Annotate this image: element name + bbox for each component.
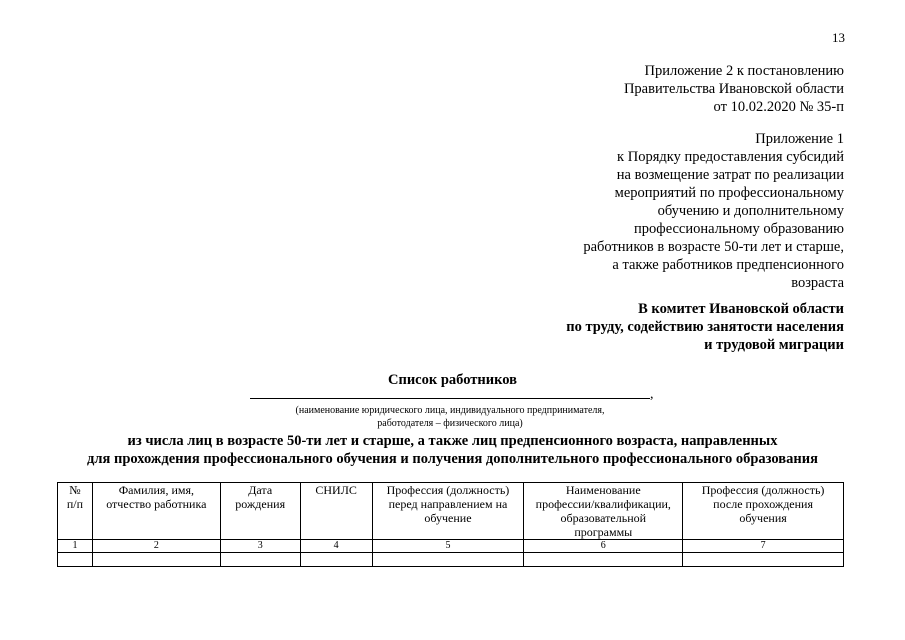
column-number-cell: 7 — [683, 540, 844, 553]
empty-cell — [372, 553, 524, 567]
column-number-cell: 4 — [300, 540, 372, 553]
column-number-cell: 2 — [92, 540, 220, 553]
annex-1-line: мероприятий по профессиональному — [614, 185, 844, 201]
annex-1-line: работников в возрасте 50-ти лет и старше, — [583, 239, 844, 255]
annex-2-line: Правительства Ивановской области — [623, 81, 844, 97]
empty-cell — [524, 553, 683, 567]
annex-2-reference — [624, 62, 844, 116]
header-cell-full-name: Фамилия, имя, отчество работника — [92, 483, 220, 540]
employer-name-caption — [250, 404, 650, 430]
addressee-line: В комитет Ивановской области — [638, 301, 844, 317]
annex-1-line: профессиональному образованию — [634, 221, 844, 237]
empty-cell — [220, 553, 300, 567]
column-number-row — [58, 540, 844, 553]
employee-list-table — [57, 482, 844, 567]
annex-1-reference — [583, 130, 844, 292]
annex-2-line: от 10.02.2020 № 35-п — [713, 99, 844, 115]
caption-line: работодателя – физического лица) — [377, 418, 523, 429]
annex-1-line: на возмещение затрат по реализации — [616, 167, 844, 183]
addressee-block — [566, 300, 844, 354]
list-title: Список работников — [388, 372, 517, 388]
column-number-cell: 6 — [524, 540, 683, 553]
empty-cell — [58, 553, 93, 567]
empty-cell — [300, 553, 372, 567]
annex-1-line: возраста — [791, 275, 844, 291]
addressee-line: по труду, содействию занятости населения — [566, 319, 844, 335]
table-header-row — [58, 483, 844, 540]
column-number-cell: 5 — [372, 540, 524, 553]
header-cell-profession-before: Профессия (должность) перед направлением на обучение — [372, 483, 524, 540]
caption-line: (наименование юридического лица, индивидуального предпринимателя, — [295, 405, 605, 416]
annex-2-line: Приложение 2 к постановлению — [644, 63, 844, 79]
page-number: 13 — [832, 30, 845, 45]
header-cell-number: № п/п — [58, 483, 93, 540]
empty-data-row — [58, 553, 844, 567]
subtitle-line: из числа лиц в возрасте 50-ти лет и старше, а также лиц предпенсионного возраста, направленных — [127, 433, 778, 449]
blank-comma: , — [650, 387, 654, 402]
annex-1-line: к Порядку предоставления субсидий — [617, 149, 844, 165]
header-cell-program-name: Наименование профессии/квалификации, образовательной программы — [524, 483, 683, 540]
annex-1-line: Приложение 1 — [755, 131, 844, 147]
subtitle-line: для прохождения профессионального обучения и получения дополнительного профессионального образования — [87, 451, 818, 467]
header-cell-snils: СНИЛС — [300, 483, 372, 540]
annex-1-line: а также работников предпенсионного — [612, 257, 844, 273]
empty-cell — [683, 553, 844, 567]
employer-name-blank — [250, 398, 650, 399]
header-cell-profession-after: Профессия (должность) после прохождения обучения — [683, 483, 844, 540]
empty-cell — [92, 553, 220, 567]
header-cell-birth-date: Дата рождения — [220, 483, 300, 540]
annex-1-line: обучению и дополнительному — [657, 203, 844, 219]
column-number-cell: 3 — [220, 540, 300, 553]
column-number-cell: 1 — [58, 540, 93, 553]
addressee-line: и трудовой миграции — [704, 337, 844, 353]
list-subtitle — [0, 432, 905, 468]
